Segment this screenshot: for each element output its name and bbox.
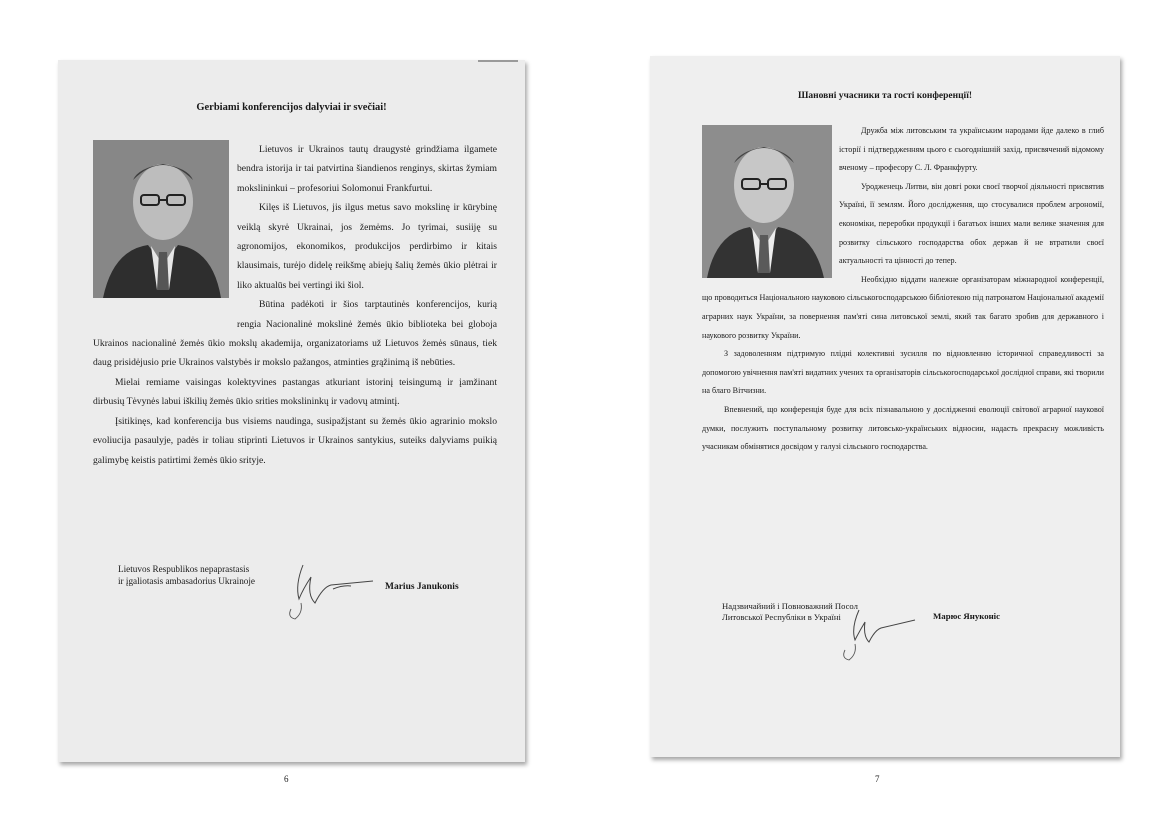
- right-salutation: Шановні учасники та гості конференції!: [797, 91, 972, 101]
- handwritten-signature: [273, 555, 383, 625]
- left-salutation: Gerbiami konferencijos dalyviai ir svečiai!: [196, 102, 387, 113]
- page-number: 6: [284, 774, 289, 784]
- left-paragraph: Įsitikinęs, kad konferencija bus visiems naudinga, susipažįstant su žemės ūkio agrarinio mokslo evoliucija pasaulyje, padės ir toliau stiprinti Lietuvos ir Ukrainos santykius, suteiks dalyviams puikią galimybę keistis patirtimi žemės ūkio srityje.: [93, 415, 497, 466]
- right-letter-body: [702, 122, 1104, 457]
- right-page: [650, 56, 1120, 757]
- right-paragraph: Впевнений, що конференція буде для всіх пізнавальною у дослідженні еволюції світової аграрної наукової думки, послужить поступальному розвитку литовсько-українських відносин, надасть прекрасну можливість учасникам обмінятися досвідом у галузі сільського господарства.: [702, 404, 1104, 452]
- left-page: [58, 60, 525, 762]
- right-paragraph: З задоволенням підтримую плідні колективні зусилля по відновленню історичної справедливості за допомогою увічнення пам'яті видатних учених та організаторів сільськогосподарської дослідної справи, які творили на благо Вітчизни.: [702, 349, 1104, 396]
- scan-mark: [478, 60, 518, 62]
- left-paragraph: Būtina padėkoti ir šios tarptautinės konferencijos, kurią rengia Nacionalinė mokslinė žemės ūkio biblioteka bei globoja Ukrainos nacionalinė žemės ūkio mokslų akademija, organizatoriams už Lietuvos žemės sūnaus, tiek daug prisidėjusio prie Ukrainos valstybės ir mokslo pažangos, atminties grąžinimą iš nebūties.: [93, 299, 497, 369]
- left-signatory-name: Marius Janukonis: [385, 582, 459, 592]
- right-paragraph: Дружба між литовським та українським народами йде далеко в глиб історії і підтвердженням цього є сьогоднішній захід, присвячений відомому вченому – професору С. Л. Франкфурту.: [839, 126, 1104, 173]
- right-paragraph: Уродженець Литви, він довгі роки своєї творчої діяльності присвятив Україні, її землям. Його дослідження, що стосувалися проблем агрономії, економіки, переробки продукції і багатьох інших мали велике значення для розвитку сільського господарства обох держав й не втратили своєї актуальності та цінності до тепер.: [839, 181, 1104, 266]
- left-paragraph: Lietuvos ir Ukrainos tautų draugystė grindžiama ilgamete bendra istorija ir tai patvirtina šiandienos renginys, skirtas žymiam mokslininkui – profesoriui Solomonui Frankfurtui.: [237, 144, 497, 194]
- right-paragraph: Необхідно віддати належне організаторам міжнародної конференції, що проводиться Національною науковою сільськогосподарською бібліотекою під патронатом Національної академії аграрних наук України, за повернення пам'яті сина литовської землі, який так багато зробив для державного і наукового розвитку України.: [702, 274, 1104, 340]
- right-signatory-name: Марюс Януконіс: [933, 611, 1001, 621]
- handwritten-signature: [835, 606, 920, 662]
- left-letter-body: [93, 140, 497, 470]
- page-number: 7: [875, 774, 880, 784]
- left-paragraph: Kilęs iš Lietuvos, jis ilgus metus savo mokslinę ir kūrybinę veiklą skyrė Ukrainai, jos žemėms. Jo tyrimai, susiiję su agronomijos, ekonomikos, produkcijos perdirbimo ir kitais klausimais, turėjo didelę reikšmę abiejų šalių žemės ūkio plėtrai ir liko aktualūs bei vertingi iki šiol.: [237, 202, 497, 291]
- left-paragraph: Mielai remiame vaisingas kolektyvines pastangas atkuriant istorinį teisingumą ir įamžinant dirbusių Tėvynės labui iškilių žemės ūkio srities mokslininkų ir vadovų atmintį.: [93, 376, 497, 408]
- left-signatory-title: Lietuvos Respublikos nepaprastasis ir įgaliotasis ambasadorius Ukrainoje: [118, 564, 256, 586]
- right-signatory-title: Надзвичайний і Повноважний Посол Литовської Республіки в Україні: [722, 601, 858, 622]
